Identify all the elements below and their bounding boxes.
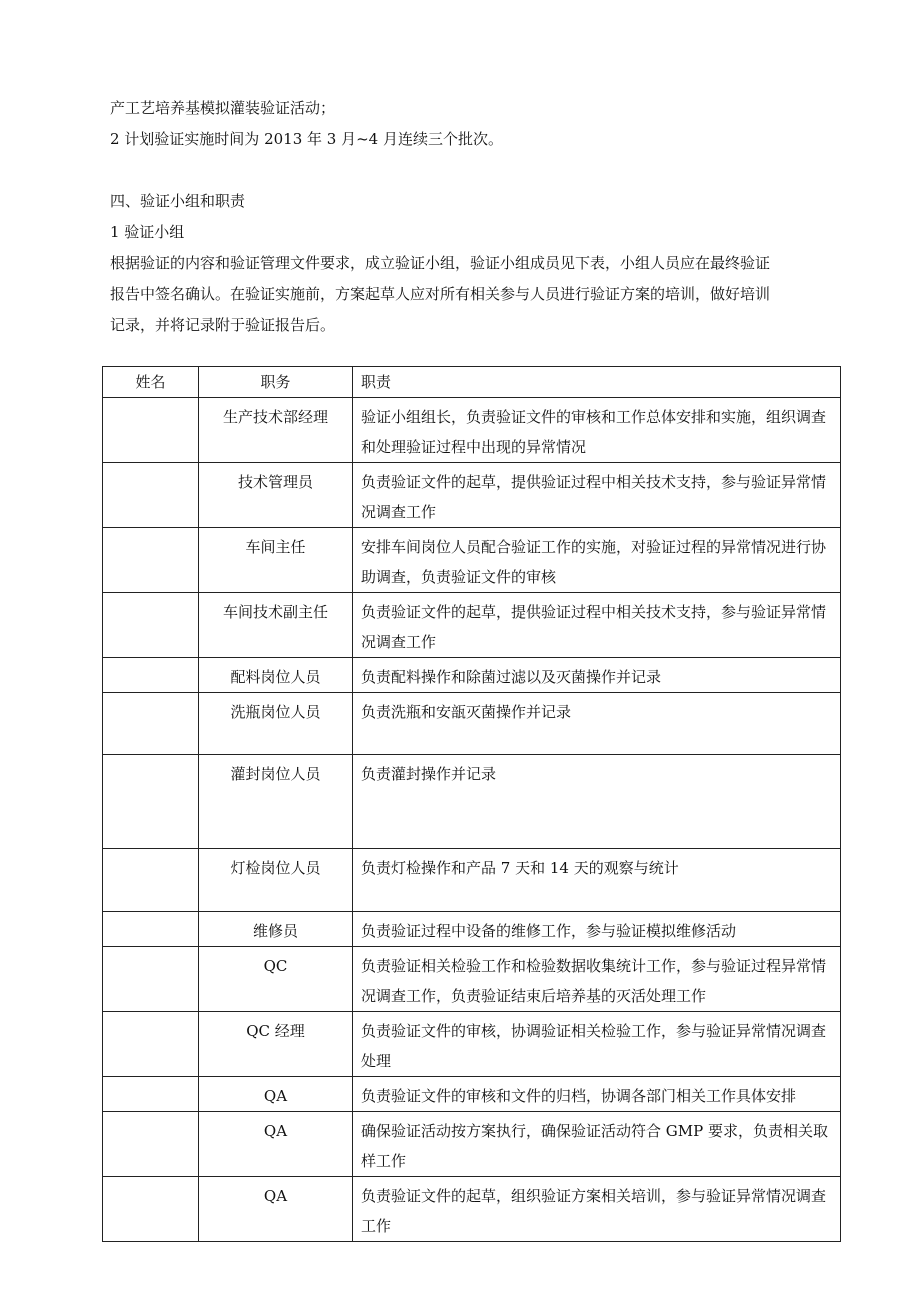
header-name: 姓名 [103,367,199,398]
member-post-cell: 维修员 [199,912,353,947]
member-post-cell: 灯检岗位人员 [199,849,353,912]
member-post-cell: QA [199,1177,353,1242]
member-post-cell: QC 经理 [199,1012,353,1077]
intro-line-1: 产工艺培养基模拟灌装验证活动； [110,99,336,117]
member-name-cell [103,849,199,912]
member-duty-cell: 负责验证文件的起草，组织验证方案相关培训，参与验证异常情况调查工作 [353,1177,841,1242]
table-row [103,912,841,947]
table-row [103,947,841,1012]
member-name-cell [103,912,199,947]
table-header-row [103,367,841,398]
member-name-cell [103,693,199,755]
member-duty-cell: 负责验证文件的起草，提供验证过程中相关技术支持，参与验证异常情况调查工作 [353,593,841,658]
member-name-cell [103,593,199,658]
section-paragraph-line-2: 报告中签名确认。在验证实施前，方案起草人应对所有相关参与人员进行验证方案的培训，做好培训 [110,285,771,303]
member-duty-cell: 负责验证文件的审核和文件的归档，协调各部门相关工作具体安排 [353,1077,841,1112]
header-post: 职务 [199,367,353,398]
member-duty-cell: 负责验证相关检验工作和检验数据收集统计工作，参与验证过程异常情况调查工作，负责验证结束后培养基的灭活处理工作 [353,947,841,1012]
table-row [103,1077,841,1112]
table-row [103,658,841,693]
table-row [103,398,841,463]
member-post-cell: 生产技术部经理 [199,398,353,463]
member-duty-cell: 负责验证文件的审核，协调验证相关检验工作，参与验证异常情况调查处理 [353,1012,841,1077]
validation-team-table [102,366,841,1242]
header-duty: 职责 [353,367,841,398]
member-duty-cell: 负责配料操作和除菌过滤以及灭菌操作并记录 [353,658,841,693]
member-post-cell: QA [199,1112,353,1177]
member-duty-cell: 负责洗瓶和安瓿灭菌操作并记录 [353,693,841,755]
table-row [103,528,841,593]
member-name-cell [103,463,199,528]
member-post-cell: 灌封岗位人员 [199,755,353,849]
member-post-cell: 配料岗位人员 [199,658,353,693]
table-row [103,463,841,528]
member-duty-cell: 确保验证活动按方案执行，确保验证活动符合 GMP 要求，负责相关取样工作 [353,1112,841,1177]
member-duty-cell: 负责灯检操作和产品 7 天和 14 天的观察与统计 [353,849,841,912]
member-post-cell: QA [199,1077,353,1112]
table-row [103,593,841,658]
member-name-cell [103,528,199,593]
section-paragraph-line-1: 根据验证的内容和验证管理文件要求，成立验证小组，验证小组成员见下表，小组人员应在最终验证 [110,254,771,272]
member-post-cell: QC [199,947,353,1012]
member-name-cell [103,1112,199,1177]
table-row [103,849,841,912]
member-name-cell [103,398,199,463]
member-name-cell [103,1012,199,1077]
member-name-cell [103,755,199,849]
member-duty-cell: 验证小组组长，负责验证文件的审核和工作总体安排和实施，组织调查和处理验证过程中出现的异常情况 [353,398,841,463]
member-duty-cell: 负责验证过程中设备的维修工作，参与验证模拟维修活动 [353,912,841,947]
member-name-cell [103,947,199,1012]
member-post-cell: 车间主任 [199,528,353,593]
section-paragraph-line-3: 记录，并将记录附于验证报告后。 [110,316,336,334]
member-post-cell: 技术管理员 [199,463,353,528]
section-sub-heading: 1 验证小组 [110,223,185,241]
member-duty-cell: 负责验证文件的起草，提供验证过程中相关技术支持，参与验证异常情况调查工作 [353,463,841,528]
table-row [103,1177,841,1242]
table-row [103,1112,841,1177]
member-name-cell [103,1077,199,1112]
member-name-cell [103,1177,199,1242]
member-name-cell [103,658,199,693]
table-row [103,755,841,849]
member-post-cell: 洗瓶岗位人员 [199,693,353,755]
section-heading: 四、验证小组和职责 [110,192,246,210]
table-row [103,1012,841,1077]
member-duty-cell: 安排车间岗位人员配合验证工作的实施，对验证过程的异常情况进行协助调查，负责验证文件的审核 [353,528,841,593]
member-duty-cell: 负责灌封操作并记录 [353,755,841,849]
table-row [103,693,841,755]
member-post-cell: 车间技术副主任 [199,593,353,658]
intro-line-2: 2 计划验证实施时间为 2013 年 3 月~4 月连续三个批次。 [110,130,503,148]
